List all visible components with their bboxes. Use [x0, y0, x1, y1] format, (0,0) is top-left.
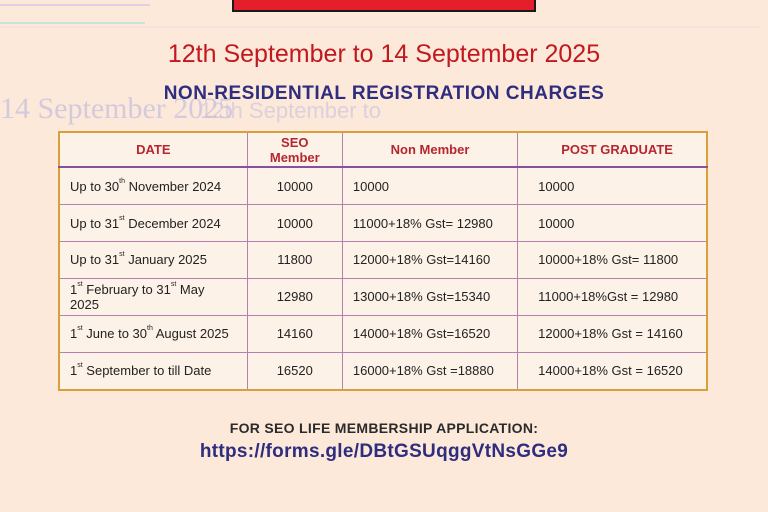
charges-title: NON-RESIDENTIAL REGISTRATION CHARGES [163, 83, 605, 104]
table-row [59, 315, 707, 352]
cell-post-graduate: 12000+18% Gst = 14160 [518, 315, 707, 352]
table-row [59, 205, 707, 242]
glitch-line [0, 4, 150, 6]
event-date-range: 12th September to 14 September 2025 [167, 40, 601, 68]
cell-post-graduate: 11000+18%Gst = 12980 [518, 278, 707, 315]
registration-charges-table [58, 131, 708, 391]
table-row [59, 278, 707, 315]
cell-non-member: 13000+18% Gst=15340 [342, 278, 517, 315]
cell-post-graduate: 10000 [518, 167, 707, 205]
table-header-row [59, 132, 707, 167]
cell-date: Up to 31st December 2024 [59, 205, 247, 242]
cell-seo-member: 14160 [247, 315, 342, 352]
cell-seo-member: 16520 [247, 352, 342, 390]
cell-date: 1st June to 30th August 2025 [59, 315, 247, 352]
cell-seo-member: 12980 [247, 278, 342, 315]
cell-post-graduate: 10000 [518, 205, 707, 242]
cell-non-member: 16000+18% Gst =18880 [342, 352, 517, 390]
table-row [59, 167, 707, 205]
cell-date: Up to 30th November 2024 [59, 167, 247, 205]
cell-non-member: 12000+18% Gst=14160 [342, 242, 517, 279]
cell-date: 1st September to till Date [59, 352, 247, 390]
cell-post-graduate: 14000+18% Gst = 16520 [518, 352, 707, 390]
cell-seo-member: 10000 [247, 205, 342, 242]
cell-seo-member: 10000 [247, 167, 342, 205]
ghost-overlay-text: 14 September 2025 [0, 92, 234, 125]
top-banner [232, 0, 536, 12]
cell-date: 1st February to 31st May 2025 [59, 278, 247, 315]
cell-non-member: 10000 [342, 167, 517, 205]
column-header-non-member: Non Member [342, 132, 517, 167]
membership-application-title: FOR SEO LIFE MEMBERSHIP APPLICATION: [229, 420, 539, 436]
column-header-post-graduate: POST GRADUATE [518, 132, 707, 167]
table-row [59, 242, 707, 279]
glitch-line [0, 26, 760, 28]
cell-non-member: 14000+18% Gst=16520 [342, 315, 517, 352]
ghost-overlay-text: 12th September to [200, 98, 382, 123]
table-row [59, 352, 707, 390]
cell-post-graduate: 10000+18% Gst= 11800 [518, 242, 707, 279]
cell-seo-member: 11800 [247, 242, 342, 279]
cell-date: Up to 31st January 2025 [59, 242, 247, 279]
column-header-seo-member: SEO Member [247, 132, 342, 167]
column-header-date: DATE [59, 132, 247, 167]
cell-non-member: 11000+18% Gst= 12980 [342, 205, 517, 242]
membership-application-link[interactable]: https://forms.gle/DBtGSUqggVtNsGGe9 [199, 441, 569, 462]
glitch-line [0, 22, 145, 24]
